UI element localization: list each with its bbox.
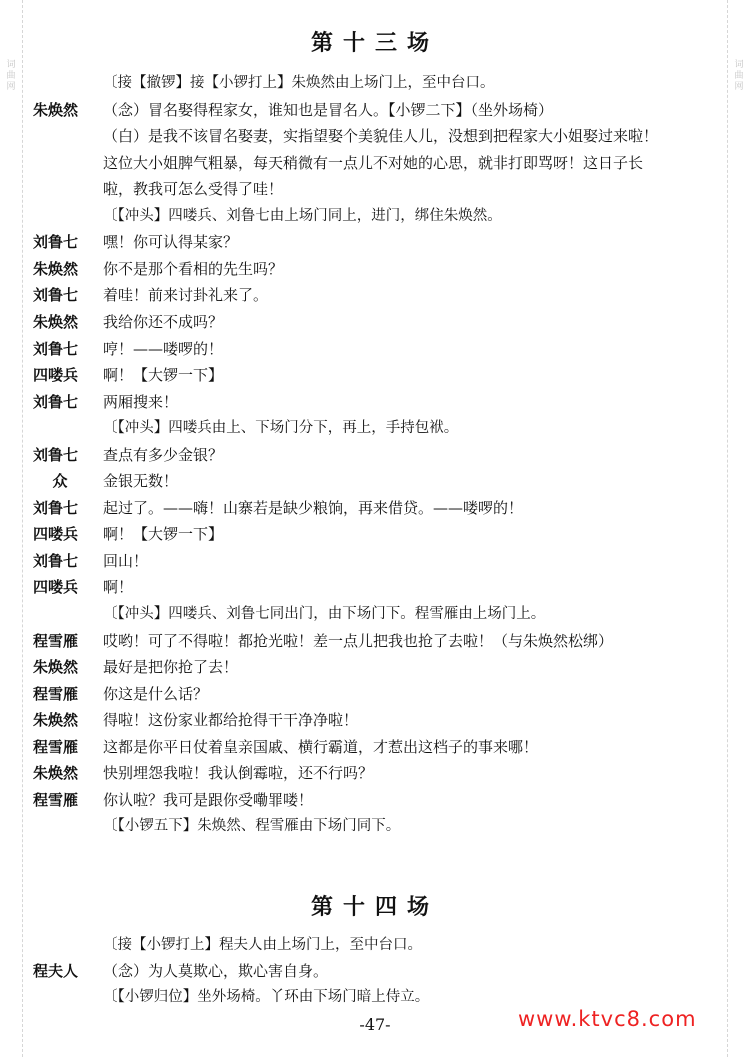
dialogue-text: （念）冒名娶得程家女，谁知也是冒名人。【小锣二下】（坐外场椅） [103,100,554,119]
dialogue-text: 两厢搜来！ [103,392,179,411]
dialogue-text: 啦，教我可怎么受得了哇！ [103,180,284,199]
dialogue-text: 哼！——喽啰的！ [103,339,224,358]
dialogue-text: 我给你还不成吗？ [103,312,224,331]
script-line [0,229,750,255]
script-line [0,495,750,521]
speaker-name: 朱焕然 [33,312,79,331]
speaker-name: 程夫人 [33,962,79,980]
script-line [0,389,750,415]
speaker-name: 四喽兵 [33,578,79,597]
stage-direction: 〔【小锣五下】朱焕然、程雪雁由下场门同下。 [103,818,401,835]
speaker-name: 朱焕然 [33,100,79,119]
speaker-name: 刘鲁七 [33,286,79,305]
script-line [0,256,750,282]
right-margin-watermark: 词 曲 网 [734,60,744,92]
script-line [0,760,750,786]
script-line [0,336,750,362]
dialogue-text: 你不是那个看相的先生吗？ [103,259,284,278]
script-line [0,932,750,958]
speaker-name: 众 [52,472,68,491]
stage-direction: 〔【小锣归位】坐外场椅。丫环由下场门暗上侍立。 [103,989,430,1005]
dialogue-text: 着哇！前来讨卦礼来了。 [103,286,269,305]
dialogue-text: 金银无数！ [103,472,179,491]
speaker-name: 程雪雁 [33,790,79,809]
left-margin-watermark: 词 曲 网 [6,60,16,92]
script-line [0,97,750,123]
speaker-name: 程雪雁 [33,684,79,703]
stage-direction: 〔【冲头】四喽兵、刘鲁七由上场门同上，进门，绑住朱焕然。 [103,207,502,224]
dialogue-text: 得啦！这份家业都给抢得干干净净啦！ [103,711,359,730]
script-line [0,203,750,229]
script-line [0,734,750,760]
script-line [0,574,750,600]
script-line [0,628,750,654]
dialogue-text: 啊！【大锣一下】 [103,525,224,544]
dialogue-text: 你这是什么话？ [103,684,209,703]
dialogue-text: （念）为人莫欺心，欺心害自身。 [103,962,329,980]
dialogue-text: 啊！【大锣一下】 [103,366,224,385]
script-line [0,958,750,984]
script-line [0,813,750,839]
script-line [0,362,750,388]
speaker-name: 刘鲁七 [33,498,79,517]
dialogue-text: 你认啦？我可是跟你受嘞罪喽！ [103,790,314,809]
page-number: -47- [359,1015,391,1034]
script-line [0,150,750,176]
script-line [0,707,750,733]
speaker-name: 程雪雁 [33,631,79,650]
speaker-name: 朱焕然 [33,764,79,783]
speaker-name: 四喽兵 [33,525,79,544]
script-line [0,282,750,308]
dialogue-text: 快别埋怨我啦！我认倒霉啦，还不行吗？ [103,764,374,783]
script-line [0,468,750,494]
scene-14-title: 第十四场 [310,895,439,920]
script-line [0,442,750,468]
dialogue-text: 查点有多少金银？ [103,445,224,464]
scene-13-title: 第十三场 [310,31,439,56]
dialogue-text: 回山！ [103,551,149,570]
speaker-name: 朱焕然 [33,259,79,278]
script-line [0,415,750,441]
speaker-name: 程雪雁 [33,737,79,756]
stage-direction: 〔接【小锣打上】程夫人由上场门上，至中台口。 [103,937,422,953]
dialogue-text: 这都是你平日仗着皇亲国戚、横行霸道，才惹出这档子的事来哪！ [103,737,539,756]
speaker-name: 刘鲁七 [33,551,79,570]
dialogue-text: （白）是我不该冒名娶妻，实指望娶个美貌佳人儿，没想到把程家大小姐娶过来啦！ [103,127,659,146]
script-line [0,123,750,149]
script-line [0,176,750,202]
script-line [0,548,750,574]
stage-direction: 〔【冲头】四喽兵由上、下场门分下，再上，手持包袱。 [103,420,459,437]
dialogue-text: 最好是把你抢了去！ [103,658,239,677]
script-line [0,681,750,707]
speaker-name: 刘鲁七 [33,233,79,252]
speaker-name: 四喽兵 [33,366,79,385]
script-line [0,521,750,547]
speaker-name: 刘鲁七 [33,339,79,358]
script-line [0,309,750,335]
script-line [0,787,750,813]
speaker-name: 刘鲁七 [33,392,79,411]
script-line [0,654,750,680]
dialogue-text: 哎哟！可了不得啦！都抢光啦！差一点儿把我也抢了去啦！（与朱焕然松绑） [103,631,614,650]
script-line [0,601,750,627]
stage-direction: 〔【冲头】四喽兵、刘鲁七同出门，由下场门下。程雪雁由上场门上。 [103,606,546,622]
script-line [0,70,750,96]
speaker-name: 朱焕然 [33,658,79,677]
dialogue-text: 嘿！你可认得某家？ [103,233,239,252]
dialogue-text: 起过了。——嗨！山寨若是缺少粮饷，再来借贷。——喽啰的！ [103,498,524,517]
stage-direction: 〔接【撤锣】接【小锣打上】朱焕然由上场门上，至中台口。 [103,75,495,91]
dialogue-text: 啊！ [103,578,134,597]
speaker-name: 刘鲁七 [33,445,79,464]
dialogue-text: 这位大小姐脾气粗暴，每天稍微有一点儿不对她的心思，就非打即骂呀！这日子长 [103,153,644,172]
site-watermark: www.ktvc8.com [518,1007,697,1031]
speaker-name: 朱焕然 [33,711,79,730]
